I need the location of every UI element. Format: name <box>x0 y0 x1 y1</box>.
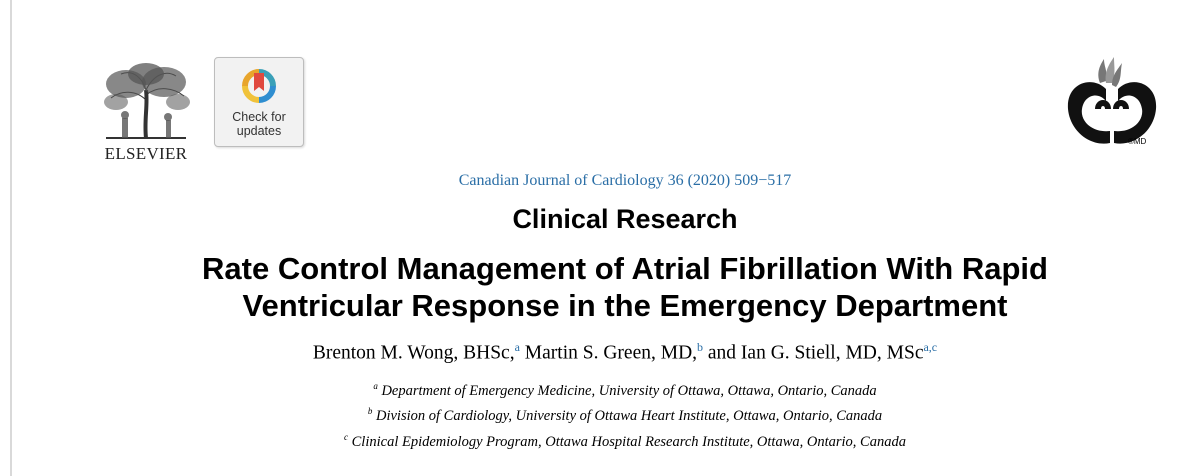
affiliation-a <box>0 381 1200 400</box>
check-updates-line1: Check for <box>232 110 286 124</box>
check-updates-label <box>215 110 303 138</box>
author-affiliation-link[interactable]: b <box>697 340 704 354</box>
society-logo <box>1062 55 1162 155</box>
journal-citation-link[interactable]: Canadian Journal of Cardiology 36 (2020) 509−517 <box>458 172 792 189</box>
title-line-2: Ventricular Response in the Emergency Department <box>242 288 1008 323</box>
author-name: and Ian G. Stiell, MD, MSc <box>707 342 924 364</box>
affiliation-marker: b <box>367 406 373 416</box>
flame-heart-icon <box>1062 55 1162 155</box>
affiliation-b <box>0 406 1200 425</box>
author-name: Brenton M. Wong, BHSc, <box>312 342 515 364</box>
elsevier-tree-icon <box>96 60 196 144</box>
affiliation-text: Division of Cardiology, University of Ottawa Heart Institute, Ottawa, Ontario, Canada <box>375 407 883 424</box>
author-affiliation-link[interactable]: a,c <box>923 340 938 354</box>
affiliation-text: Department of Emergency Medicine, University of Ottawa, Ottawa, Ontario, Canada <box>381 382 877 399</box>
author-name: Martin S. Green, MD, <box>524 342 698 364</box>
affiliation-c <box>0 432 1200 451</box>
affiliation-marker: a <box>373 381 378 391</box>
section-label: Clinical Research <box>512 204 738 234</box>
check-updates-line2: updates <box>236 124 282 138</box>
title-line-1: Rate Control Management of Atrial Fibrillation With Rapid <box>202 251 1048 286</box>
affiliation-marker: c <box>344 432 349 442</box>
check-for-updates-button[interactable] <box>214 57 304 147</box>
page-edge <box>10 0 12 476</box>
paper-title <box>40 250 1200 324</box>
check-updates-icon <box>236 63 282 109</box>
author-list <box>0 340 1200 365</box>
affiliation-text: Clinical Epidemiology Program, Ottawa Hospital Research Institute, Ottawa, Ontario, Canada <box>351 433 906 450</box>
author-affiliation-link[interactable]: a <box>514 340 520 354</box>
publisher-name: ELSEVIER <box>104 144 188 163</box>
registered-mark: ®MD <box>1128 137 1147 146</box>
elsevier-logo[interactable] <box>96 60 196 164</box>
